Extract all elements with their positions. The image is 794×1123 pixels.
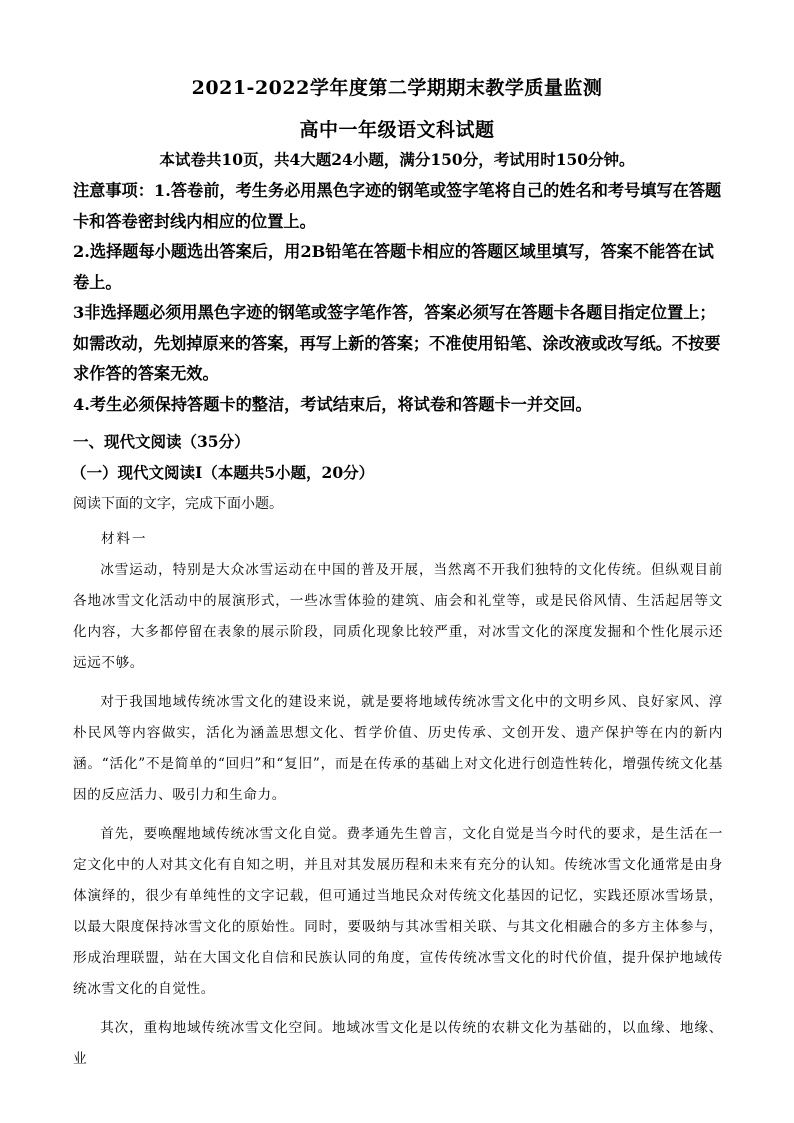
- exam-intro: 本试卷共10页，共4大题24小题，满分150分，考试用时150分钟。: [159, 150, 635, 169]
- note-item: 4.考生必须保持答题卡的整洁，考试结束后，将试卷和答题卡一并交回。: [73, 394, 592, 414]
- subsection-heading: （一）现代文阅读Ⅰ（本题共5小题，20分）: [71, 463, 375, 482]
- material-body: [73, 555, 723, 1083]
- material-label: 材料一: [101, 531, 148, 547]
- paragraph: 首先，要唤醒地域传统冰雪文化自觉。费孝通先生曾言，文化自觉是当今时代的要求，是生活在一定文化中的人对其文化有自知之明，并且对其发展历程和未来有充分的认知。传统冰雪文化通常是由身体演绎的，很少有单纯性的文字记载，但可通过当地民众对传统文化基因的记忆，实践还原冰雪场景，以最大限度保持冰雪文化的原始性。同时，要吸纳与其冰雪相关联、与其文化相融合的多方主体参与，形成治理联盟，站在大国文化自信和民族认同的角度，宣传传统冰雪文化的时代价值，提升保护地域传统冰雪文化的自觉性。: [73, 826, 723, 997]
- note-item: 注意事项：1.答卷前，考生务必用黑色字迹的钢笔或签字笔将自己的姓名和考号填写在答题卡和答卷密封线内相应的位置上。: [73, 181, 722, 231]
- exam-subtitle: 高中一年级语文科试题: [299, 119, 495, 141]
- paragraph: 其次，重构地域传统冰雪文化空间。地域冰雪文化是以传统的农耕文化为基础的，以血缘、地缘、业: [73, 1020, 723, 1067]
- paragraph: 冰雪运动，特别是大众冰雪运动在中国的普及开展，当然离不开我们独特的文化传统。但纵观目前各地冰雪文化活动中的展演形式，一些冰雪体验的建筑、庙会和礼堂等，或是民俗风情、生活起居等文化内容，大多都停留在表象的展示阶段，同质化现象比较严重，对冰雪文化的深度发掘和个性化展示还远远不够。: [73, 562, 723, 671]
- note-item: 3非选择题必须用黑色字迹的钢笔或签字笔作答，答案必须写在答题卡各题目指定位置上；如需改动，先划掉原来的答案，再写上新的答案；不准使用铅笔、涂改液或改写纸。不按要求作答的答案无效。: [73, 303, 721, 383]
- exam-title: 2021-2022学年度第二学期期末教学质量监测: [191, 77, 603, 99]
- paragraph: 对于我国地域传统冰雪文化的建设来说，就是要将地域传统冰雪文化中的文明乡风、良好家风、淳朴民风等内容做实，活化为涵盖思想文化、哲学价值、历史传承、文创开发、遗产保护等在内的新内涵。“活化”不是简单的“回归”和“复旧”，而是在传承的基础上对文化进行创造性转化，增强传统文化基因的反应活力、吸引力和生命力。: [73, 694, 723, 803]
- exam-notes: [73, 176, 723, 420]
- reading-instruction: 阅读下面的文字，完成下面小题。: [73, 496, 283, 512]
- note-item: 2.选择题每小题选出答案后，用2B铅笔在答题卡相应的答题区域里填写，答案不能答在试卷上。: [73, 242, 714, 292]
- section-heading: 一、现代文阅读（35分）: [73, 432, 250, 451]
